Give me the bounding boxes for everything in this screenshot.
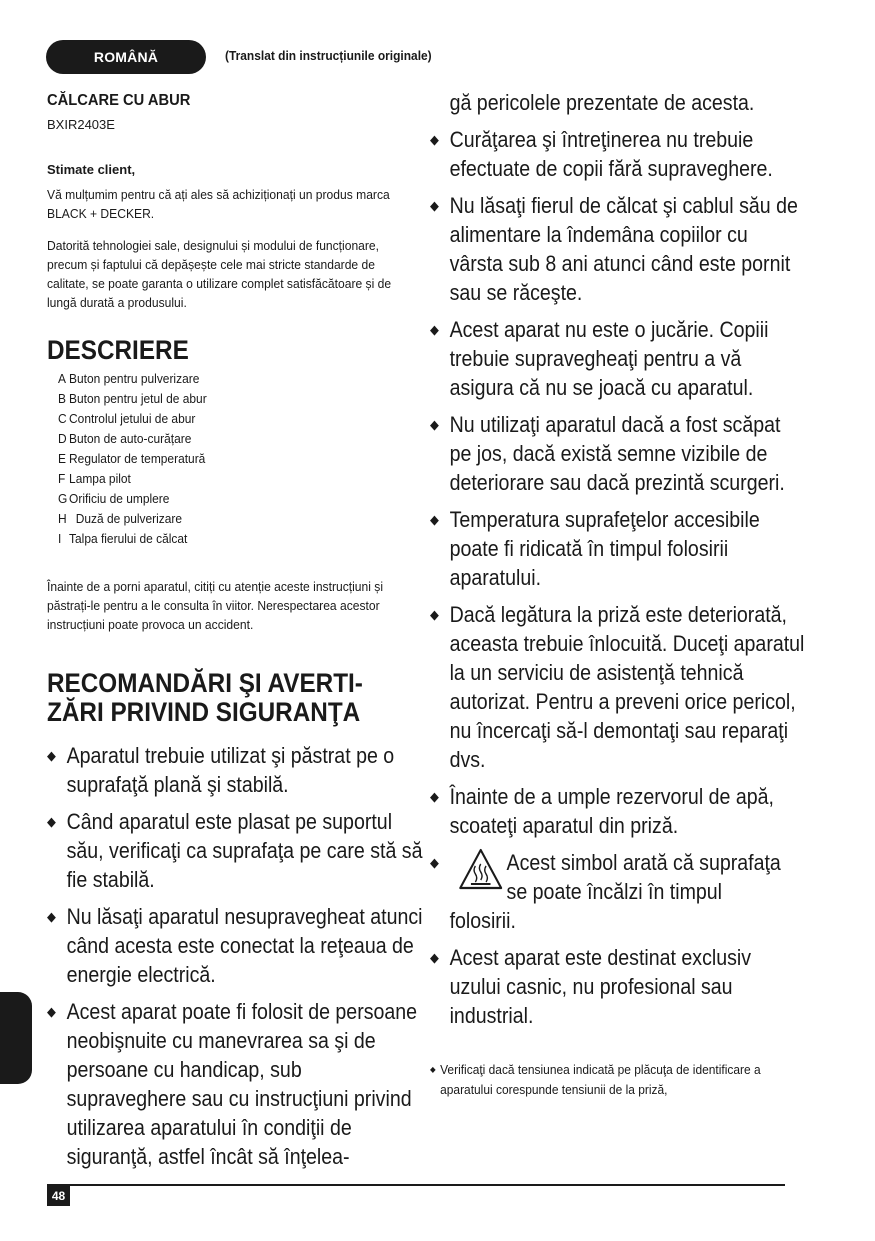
symbol-text-line3: folosirii. [449,908,516,933]
part-label: Controlul jetului de abur [69,411,196,426]
list-item [58,489,379,509]
hot-surface-item [430,848,806,935]
product-title: CĂLCARE CU ABUR [47,92,191,109]
hot-surface-warning-icon [458,848,502,890]
part-letter: H [58,511,67,526]
language-badge: ROMÂNĂ [46,40,206,74]
part-letter: I [58,531,62,546]
symbol-text [507,848,781,906]
voltage-check-item: ◆ Verificaţi dacă tensiunea indicată pe plăcuţa de identificare a aparatului corespunde tensiunii de la priză, [430,1060,790,1100]
thanks-paragraph: Vă mulțumim pentru că ați ales să achiziționați un produs marca BLACK + DECKER. [47,187,390,221]
list-item [58,469,379,489]
part-letter: F [58,471,66,486]
list-item [58,369,379,389]
symbol-line [450,848,806,906]
continued-text: gă pericolele prezentate de acesta. [449,90,755,115]
quality-paragraph: Datorită tehnologiei sale, designului și modului de funcționare, precum și faptului că depășește cele mai stricte standarde de calitate, se poate garanta o utilizare complet satisfăcătoare și de lungă durată a produsului. [47,238,392,310]
list-item: ◆ Dacă legătura la priză este deteriorată, aceasta trebuie înlocuită. Duceţi aparatul la un serviciu de asistenţă tehnică autorizat. Pentru a preveni orice pericol, nu încercaţi să-l demontaţi sau reparaţi dvs. [430,600,806,774]
list-item: ◆ Acest aparat este destinat exclusiv uzului casnic, nu profesional sau industrial. [430,943,806,1030]
list-item: ◆ Temperatura suprafeţelor accesibile poate fi ridicată în timpul folosirii aparatului. [430,505,806,592]
right-column [430,88,805,1113]
list-item [58,529,379,549]
list-item [58,429,379,449]
part-letter: A [58,371,66,386]
symbol-text-line2: se poate încălzi în timpul [506,879,723,904]
list-item [58,509,379,529]
part-label: Lampa pilot [69,471,131,486]
side-tab-marker [0,992,32,1084]
greeting: Stimate client, [47,162,136,177]
read-instructions-warning: Înainte de a porni aparatul, citiți cu atenție aceste instrucțiuni și păstrați-le pentru a le consulta în viitor. Nerespectarea acestor instrucțiuni poate provoca un accident. [47,579,384,632]
footer-divider [47,1184,785,1186]
part-letter: G [58,491,68,506]
part-letter: C [58,411,67,426]
part-label: Buton pentru jetul de abur [69,391,207,406]
list-item: ◆ Nu lăsaţi fierul de călcat şi cablul său de alimentare la îndemâna copiilor cu vârsta sub 8 ani atunci când este pornit sau se răceşte. [430,191,806,307]
description-title: DESCRIERE [47,335,189,365]
list-item: ◆ Nu utilizaţi aparatul dacă a fost scăpat pe jos, dacă există semne vizibile de deteriorare sau dacă prezintă scurgeri. [430,410,806,497]
list-item [58,409,379,429]
symbol-text-line1: Acest simbol arată că suprafaţa [506,850,781,875]
safety-title [47,669,371,727]
part-letter: E [58,451,66,466]
left-column [47,92,423,1171]
list-item: ◆ Când aparatul este plasat pe suportul său, verificaţi ca suprafaţa pe care stă să fie stabilă. [47,807,423,894]
model-number: BXIR2403E [47,117,115,132]
list-item: ◆ Curăţarea şi întreţinerea nu trebuie efectuate de copii fără supraveghere. [430,125,806,183]
part-label: Buton de auto-curățare [69,431,192,446]
list-item: ◆ Acest aparat nu este o jucărie. Copiii trebuie supravegheaţi pentru a vă asigura că nu se joacă cu aparatul. [430,315,806,402]
part-label: Regulator de temperatură [69,451,206,466]
safety-list-left [47,741,423,1171]
list-item: ◆ Aparatul trebuie utilizat şi păstrat pe o suprafaţă plană şi stabilă. [47,741,423,799]
part-letter: D [58,431,67,446]
safety-title-line2: ZĂRI PRIVIND SIGURANŢA [47,697,361,727]
part-letter: B [58,391,66,406]
list-item [58,389,379,409]
parts-list [47,369,407,549]
safety-title-line1: RECOMANDĂRI ŞI AVERTI- [47,668,363,698]
list-item: ◆ Acest aparat poate fi folosit de persoane neobişnuite cu manevrarea sa şi de persoane cu handicap, sub supraveghere sau cu instrucţiuni privind utilizarea aparatului în condiţii de siguranţă, astfel încât să înţelea- [47,997,423,1171]
list-item [58,449,379,469]
part-label: Orificiu de umplere [69,491,170,506]
part-label: Buton pentru pulverizare [69,371,200,386]
page-number: 48 [47,1186,70,1206]
part-label: Talpa fierului de călcat [69,531,188,546]
safety-list-right [430,125,805,1030]
list-item: ◆ Nu lăsaţi aparatul nesupravegheat atunci când acesta este conectat la reţeaua de energie electrică. [47,902,423,989]
part-label: Duză de pulverizare [75,511,183,526]
list-item: ◆ Înainte de a umple rezervorul de apă, scoateţi aparatul din priză. [430,782,806,840]
translated-note: (Translat din instrucțiunile originale) [225,48,432,63]
